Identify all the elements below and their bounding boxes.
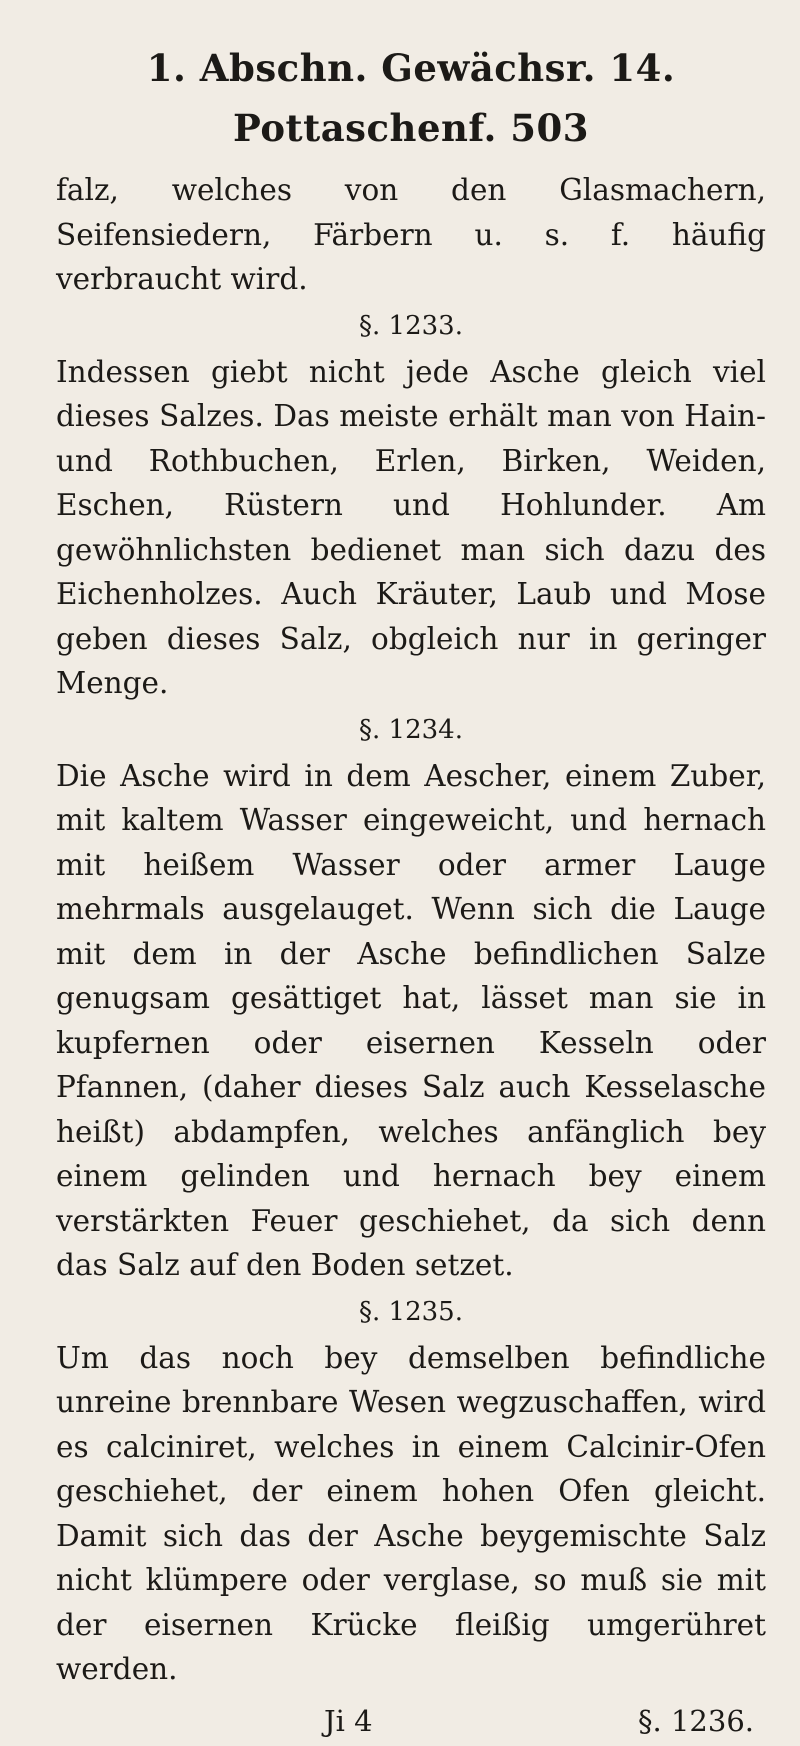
catchword: §. 1236. (638, 1703, 754, 1738)
paragraph-1235: Um das noch bey demselben befindliche unreine brennbare Wesen wegzuschaffen, wird es calciniret, welches in einem Calcinir-Ofen geschiehet, der einem hohen Ofen gleicht. Damit sich das der Asche beygemischte Salz nicht klümpere oder verglase, so muß sie mit der eisernen Krücke fleißig umgerühret werden. (56, 1340, 766, 1686)
section-number-1235: §. 1235. (359, 1296, 463, 1327)
section-number-1234: §. 1234. (359, 714, 463, 745)
section-number-1233: §. 1233. (359, 310, 463, 341)
page-footer (56, 1696, 766, 1746)
paragraph-1234: Die Asche wird in dem Aescher, einem Zuber, mit kaltem Wasser eingeweicht, und hernach mit heißem Wasser oder armer Lauge mehrmals ausgelauget. Wenn sich die Lauge mit dem in der Asche befindlichen Salze genugsam gesättiget hat, lässet man sie in kupfernen oder eisernen Kesseln oder Pfannen, (daher dieses Salz auch Kesselasche heißt) abdampfen, welches anfänglich bey einem gelinden und hernach bey einem verstärkten Feuer geschiehet, da sich denn das Salz auf den Boden setzet. (56, 758, 766, 1282)
signature-mark: Ji 4 (324, 1703, 373, 1738)
paragraph-continuation: falz, welches von den Glasmachern, Seifensiedern, Färbern u. s. f. häufig verbraucht wird. (56, 173, 766, 296)
running-header: 1. Abschn. Gewächsr. 14. Pottaschenf. 503 (146, 46, 676, 150)
paragraph-1233: Indessen giebt nicht jede Asche gleich viel dieses Salzes. Das meiste erhält man von Hain-und Rothbuchen, Erlen, Birken, Weiden, Eschen, Rüstern und Hohlunder. Am gewöhnlichsten bedienet man sich dazu des Eichenholzes. Auch Kräuter, Laub und Mose geben dieses Salz, obgleich nur in geringer Menge. (56, 354, 766, 700)
